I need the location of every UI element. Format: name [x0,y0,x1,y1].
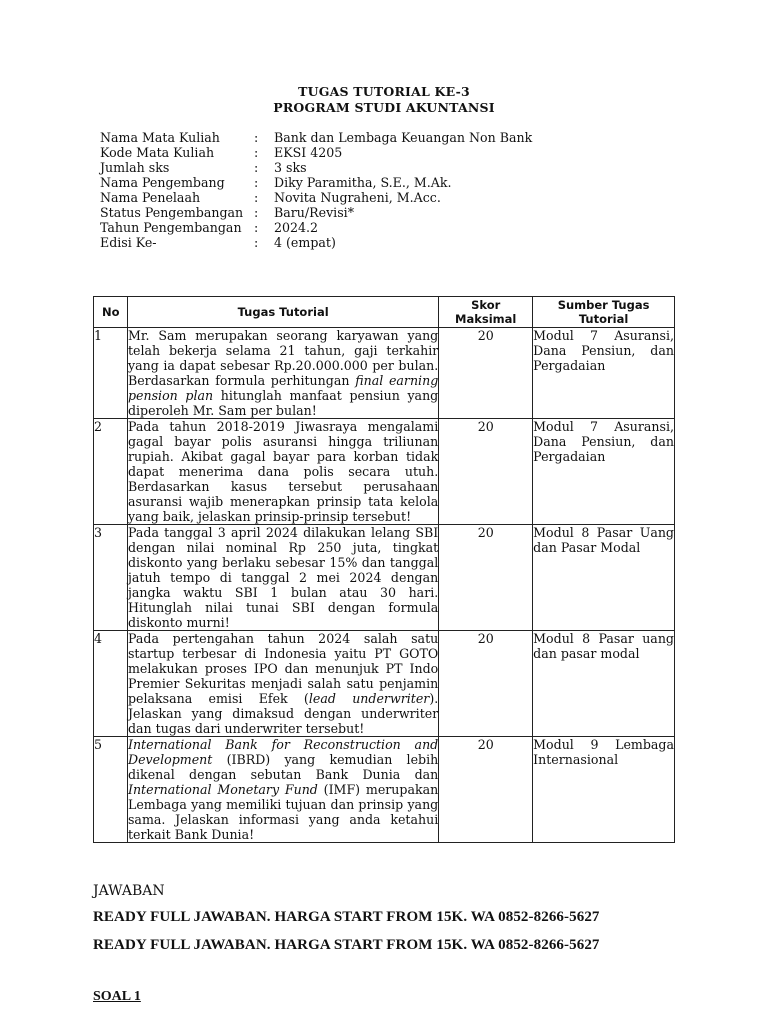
task-text: Pada tanggal 3 april 2024 dilakukan lelang SBI dengan nilai nominal Rp 250 juta, tingkat diskonto yang berlaku sebesar 15% dan tanggal jatuh tempo di tanggal 2 mei 2024 dengan jangka waktu SBI 1 bulan atau 30 hari. Hitunglah nilai tunai SBI dengan formula diskonto murni! [127,525,439,630]
header-no: No [94,297,128,328]
task-text-emphasis: final earning pension plan [127,373,439,403]
info-row-status [100,205,532,220]
table-row [94,737,675,843]
max-score: 20 [439,328,533,419]
info-colon: : [254,145,259,160]
document-title: TUGAS TUTORIAL KE-3 [298,84,470,99]
table-row [94,525,675,631]
max-score: 20 [439,737,533,843]
info-colon: : [254,235,259,250]
task-source: Modul 7 Asuransi, Dana Pensiun, dan Pergadaian [533,328,675,419]
info-colon: : [254,160,259,175]
info-value: Bank dan Lembaga Keuangan Non Bank [274,130,533,145]
info-colon: : [254,205,259,220]
info-row-reviewer [100,190,532,205]
row-number: 5 [94,737,128,843]
info-label: Nama Pengembang [100,175,225,190]
task-text-emphasis: lead underwriter [308,691,430,706]
row-number: 2 [94,419,128,525]
info-value: Baru/Revisi* [274,205,355,220]
task-text-part: Mr. Sam merupakan seorang karyawan yang telah bekerja selama 21 tahun, gaji terkahir yang ia dapat sebesar Rp.20.000.000 per bulan. Berdasarkan formula perhitungan [127,328,439,388]
info-colon: : [254,175,259,190]
row-number: 4 [94,631,128,737]
info-row-course-code [100,145,532,160]
info-colon: : [254,220,259,235]
info-label: Edisi Ke- [100,235,157,250]
info-value: Novita Nugraheni, M.Acc. [274,190,441,205]
answer-heading: JAWABAN [93,883,165,899]
question-1-heading: SOAL 1 [93,989,141,1004]
header-task: Tugas Tutorial [127,297,438,328]
table-row [94,631,675,737]
info-row-edition [100,235,532,250]
max-score: 20 [439,631,533,737]
promo-line: READY FULL JAWABAN. HARGA START FROM 15K. WA 0852-8266-5627 [93,937,600,953]
task-source: Modul 9 Lembaga Internasional [533,737,675,843]
info-value: 4 (empat) [274,235,336,250]
course-info [100,130,532,250]
info-label: Jumlah sks [100,160,170,175]
task-text-emphasis: International Monetary Fund [127,782,318,797]
task-text-part: (IBRD) yang kemudian lebih dikenal dengan sebutan Bank Dunia dan [127,752,439,782]
task-text-part: hitunglah manfaat pensiun yang diperoleh Mr. Sam per bulan! [127,388,439,418]
info-label: Nama Mata Kuliah [100,130,220,145]
promo-line: READY FULL JAWABAN. HARGA START FROM 15K. WA 0852-8266-5627 [93,909,600,925]
info-label: Nama Penelaah [100,190,201,205]
program-title: PROGRAM STUDI AKUNTANSI [273,100,495,115]
info-colon: : [254,130,259,145]
row-number: 3 [94,525,128,631]
task-text-emphasis: International Bank for Reconstruction and Development [127,737,439,767]
info-label: Kode Mata Kuliah [100,145,215,160]
header-score: Skor Maksimal [439,297,533,328]
task-text: Pada tahun 2018-2019 Jiwasraya mengalami gagal bayar polis asuransi hingga triliunan rupiah. Akibat gagal bayar para korban tidak dapat menerima dana polis secara utuh. Berdasarkan kasus tersebut perusahaan asuransi wajib menerapkan prinsip tata kelola yang baik, jelaskan prinsip-prinsip tersebut! [127,419,439,524]
task-text-part: (IMF) merupakan Lembaga yang memiliki tujuan dan prinsip yang sama. Jelaskan informasi yang anda ketahui terkait Bank Dunia! [127,782,439,842]
info-value: 3 sks [274,160,307,175]
info-label: Status Pengembangan [100,205,244,220]
row-number: 1 [94,328,128,419]
table-header-row [94,297,675,328]
info-value: 2024.2 [274,220,319,235]
header-source: Sumber Tugas Tutorial [533,297,675,328]
info-row-developer [100,175,532,190]
info-label: Tahun Pengembangan [100,220,242,235]
max-score: 20 [439,419,533,525]
info-value: EKSI 4205 [274,145,343,160]
task-source: Modul 8 Pasar Uang dan Pasar Modal [533,525,675,631]
task-text-part: Pada pertengahan tahun 2024 salah satu startup terbesar di Indonesia yaitu PT GOTO melakukan proses IPO dan menunjuk PT Indo Premier Sekuritas menjadi salah satu penjamin pelaksana emisi Efek ( [127,631,439,706]
task-text [127,737,438,843]
task-source: Modul 8 Pasar uang dan pasar modal [533,631,675,737]
info-row-course-name [100,130,532,145]
info-row-year [100,220,532,235]
task-text-part: ). Jelaskan yang dimaksud dengan underwriter dan tugas dari underwriter tersebut! [127,691,439,736]
table-row [94,419,675,525]
task-source: Modul 7 Asuransi, Dana Pensiun, dan Pergadaian [533,419,675,525]
max-score: 20 [439,525,533,631]
info-value: Diky Paramitha, S.E., M.Ak. [274,175,452,190]
info-colon: : [254,190,259,205]
task-text [127,328,438,419]
tutorial-task-table [93,296,675,843]
task-text [127,631,438,737]
table-row [94,328,675,419]
info-row-credits [100,160,532,175]
